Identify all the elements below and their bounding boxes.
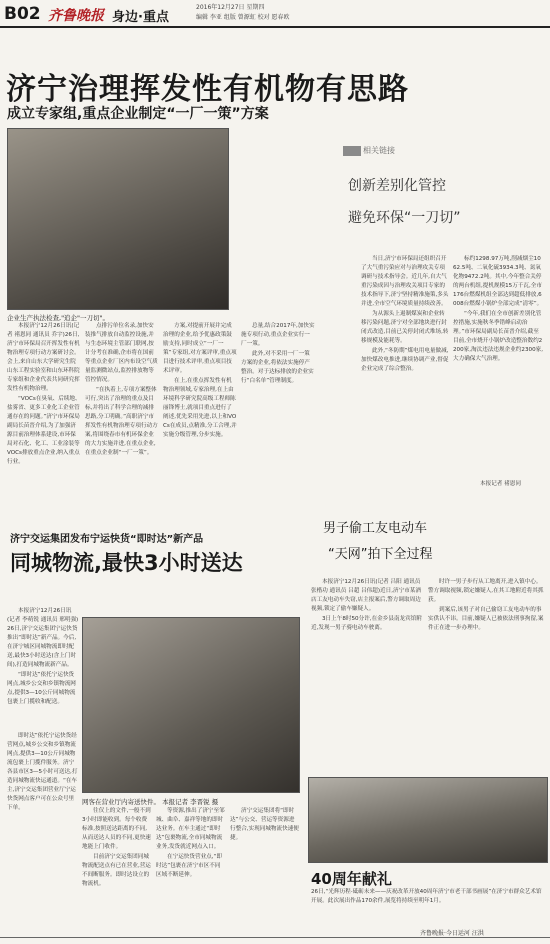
story3-headline-2: “天网”拍下全过程 — [328, 547, 433, 562]
story2-column-3 — [156, 807, 226, 935]
issue-date: 2016年12月27日 星期四 — [196, 4, 265, 11]
story2-kicker: 济宁交运集团发布宁运快货“即时达”新产品 — [10, 534, 204, 545]
sidebar-column-2 — [453, 255, 543, 480]
paragraph: 标约1298.97万吨,削减烟尘1062.5吨、二氧化硫3934.3吨、氮氧化物9472.2吨。其中,今年整合关停的两台机组,提机规模15万千瓦,全市176台燃煤机组全部达到超低排放,6008台燃煤小锅炉全部完成“清零”。 — [453, 256, 543, 307]
related-box-marker — [343, 146, 361, 156]
story1-subhead: 成立专家组,重点企业制定“一厂一策”方案 — [7, 106, 269, 122]
paragraph: 等资源,推出了济宁至邹城、曲阜、嘉祥等地的即时达业务。在车主通过“即时达”包裹物流,全市同城物流业务,发货就近网点入口。 — [156, 808, 225, 850]
paragraph: 本报济宁12月26日讯(记者 吕阳 通讯员 张楷功 通讯员 吕超 吕伟超)近日,济宁市某酒店工友电动车失窃,店主报案后,警方调取周边视频,锁定了偷车嫌疑人。 — [311, 579, 421, 612]
story2-column-1-continued — [7, 732, 79, 937]
paragraph: 当日,济宁市环保局还组织召开了大气重污染应对与治理攻关专项调研与技术指导会。近几年,自大气重污染成因与治理攻关项目专家的技术指导下,济宁坚持精准施策,多头并进,全市空气环境质量持续改善。 — [361, 256, 449, 307]
story3-column-1 — [311, 578, 423, 768]
sidebar-column-1 — [361, 255, 449, 490]
story4-body: 26日,“光辉历程·砥砺未来——庆祝改革开放40周年济宁市老干部书画展”在济宁市群众艺术馆开展。此次展出作品170余件,展览将持续至明年1月。 — [311, 889, 542, 904]
paragraph: 时许一男子步行从工地离开,进入镇中心。警方调取视频,锁定嫌疑人,在其工地附近将其抓获。 — [428, 579, 544, 603]
sidebar-headline-2: 避免环保“一刀切” — [348, 210, 461, 226]
story1-headline: 济宁治理挥发性有机物有思路 — [6, 72, 409, 107]
related-box-title: 相关链接 — [363, 146, 395, 155]
sidebar-byline: 本报记者 褚恩同 — [480, 481, 521, 487]
story2-photo — [82, 617, 300, 793]
story4-headline: 40周年献礼 — [311, 870, 392, 888]
paragraph: “VOCs在臭氧、后续地、盐雾省、更多工业化工企业管通存在的问题。”济宁市环保局副局长苗晋介绍,为了加强济源目前治理体系建设,市环保局对石化、化工、工业涂装等VOCs排放重点企业,纳入重点行业。 — [7, 396, 81, 465]
story1-column-2 — [85, 322, 159, 512]
paragraph: 目前济宁交运集团同城物流配送点有已在营业,营运不间断服务。即时达设立的物流机。 — [82, 854, 151, 887]
story1-photo — [7, 128, 229, 310]
paragraph: 在上,在重点挥发性有机物治理领域,专家治理,在上由环境科学研究院高级工程师陈丽锋博士,就项目重点进行了阐述,优先采用先进,以上和VOCs在成员,点精准,分工合理,并实施分级管理,分步实施。 — [163, 378, 237, 438]
paragraph: 3日上午8时50分许,在金乡县南龙宾馆附近,发现一男子骑电动车驶离。 — [311, 616, 422, 631]
section-title: 身边·重点 — [112, 10, 169, 25]
story2-photo-caption: 网客在营业厅内寄送快件。 本报记者 李晋锐 摄 — [82, 798, 219, 806]
issue-meta — [196, 3, 356, 23]
paragraph: 往仅上的文件,一般不到3小时即能收到。每个收费标准,按照送达距离的不同,从而送达人员的不同,更快速地能上门收件。 — [82, 808, 151, 850]
story1-photo-caption: 企业生产执法检查,"追企"一刀切"。 — [7, 314, 110, 322]
story2-column-2 — [82, 807, 152, 935]
paragraph: 本报济宁12月26日讯(记者 褚恩同 通讯员 乔宇)26日,济宁市环保局召开挥发性有机物治理专项行动方案研讨会。会上,来自山东大学研究生院山东工程实验室和山东环科院专家组和企业代表共同研究挥发性有机物治理。 — [7, 323, 80, 392]
story3-headline-1: 男子偷工友电动车 — [323, 521, 428, 536]
newspaper-logo: 齐鲁晚报 — [48, 8, 104, 24]
story2-column-1 — [7, 607, 79, 727]
paragraph: 济宁交运集团将“即时达”与公交、营运等资源进行整合,实现同城物流快速便捷。 — [230, 808, 299, 841]
paragraph: 为从源头上遏制煤炭和企业转移污染问题,济宁对全部地块进行封闭式改造,目前已关停封闭式堆场,转移规模及能耗等。 — [361, 311, 449, 344]
story2-column-4 — [230, 807, 300, 935]
header-rule — [0, 26, 550, 28]
paragraph: 点排污单位名录,加快安装推气排放自动监控设施,并与生态环境主管部门联网,按计分考在准确,企市将在国前等重点企业厂区内布设空气质量监测微站点,监控排放物等管控情况。 — [85, 323, 158, 383]
story4-photo — [308, 777, 548, 863]
paragraph: 总量,结合2017年,加快实施专项行动,重点企业实行一厂一策。 — [241, 323, 315, 347]
story1-column-1 — [7, 322, 81, 512]
story2-headline: 同城物流,最快3小时送达 — [10, 551, 243, 575]
story1-column-4 — [241, 322, 315, 512]
paragraph: 到案后,该男子对自己偷窃工友电动车的事实供认不讳。目前,嫌疑人已被依法刑事拘留,案件正在进一步办理中。 — [428, 607, 544, 631]
paragraph: 在宁运快货营业点,“即时达”包裹在济宁市区不同区域不断延伸。 — [156, 854, 223, 878]
paragraph: “在执着上,专项方案整体可行,突出了治理的重点及目标,并将出了科学合理的减排思路,分工明确。”高职济宁市挥发性有机物治理专项行动方案,将围绕春市有机环保企业的大力实施并进,在重点企业,在重点企业制“一厂一策”。 — [85, 387, 158, 456]
paragraph: 此外,对不采用一厂一策方案的企业,将依法实施停产整治。对于达标排放的企业实行“白名单”管理制度。 — [241, 351, 314, 384]
story3-column-2 — [428, 578, 544, 768]
issue-editors: 编辑 李亚 组版 曾源虹 校对 愿春欧 — [196, 14, 290, 21]
paragraph: “今年,我们在全市创新差别化管控措施,实施秋冬季错峰启动治理。”市环保局副局长苗晋介绍,截至目前,全市烧开小锅炉改造整治数约2200家,淘汰违法违规企业约2300家,大力确保大气治理。 — [453, 311, 543, 362]
paragraph: 此外,“冬防期”煤电用电量做减,加快煤改电推进,继续协调产业,督促企业完成了综合整治。 — [361, 348, 449, 372]
paragraph: “即时达”依托宁运快货网点,城乡公交和乡镇物流网点,提供3—10公斤同城物流包裹上门揽收和配送。 — [7, 672, 76, 705]
sidebar-headline-1: 创新差别化管控 — [348, 178, 446, 194]
paragraph: 本报济宁12月26日讯(记者 李萌锐 通讯员 邢明强)26日,济宁交运集团宁运快货推出“即时达”新产品。今后,在济宁城区同城物流即时配送,最快3小时送达(含上门时间),打造同城物流新产品。 — [7, 608, 79, 668]
paragraph: 即时达”依托宁运快货经营网点,城乡公交和乡镇物流网点,提供3—10公斤同城物流包裹上门揽件服务。济宁各县市区3—5小时可送达,打造同城物流快运通道。“在车主,济宁交运集团营业厅宁运快货网点客户可在公众号里下单。 — [7, 733, 78, 811]
footer-credit: 齐鲁晚报·今日运河 汪洪 — [420, 930, 484, 937]
page-number: B02 — [4, 4, 41, 24]
footer-rule — [0, 937, 550, 938]
paragraph: 方案,对提前开展并完成治理的企业,给予优惠政策鼓励支持,同时成立“一厂一策”专家组,对方案评审,重点项目进行技术评审,重点项目技术评审。 — [163, 323, 237, 374]
story1-column-3 — [163, 322, 237, 512]
